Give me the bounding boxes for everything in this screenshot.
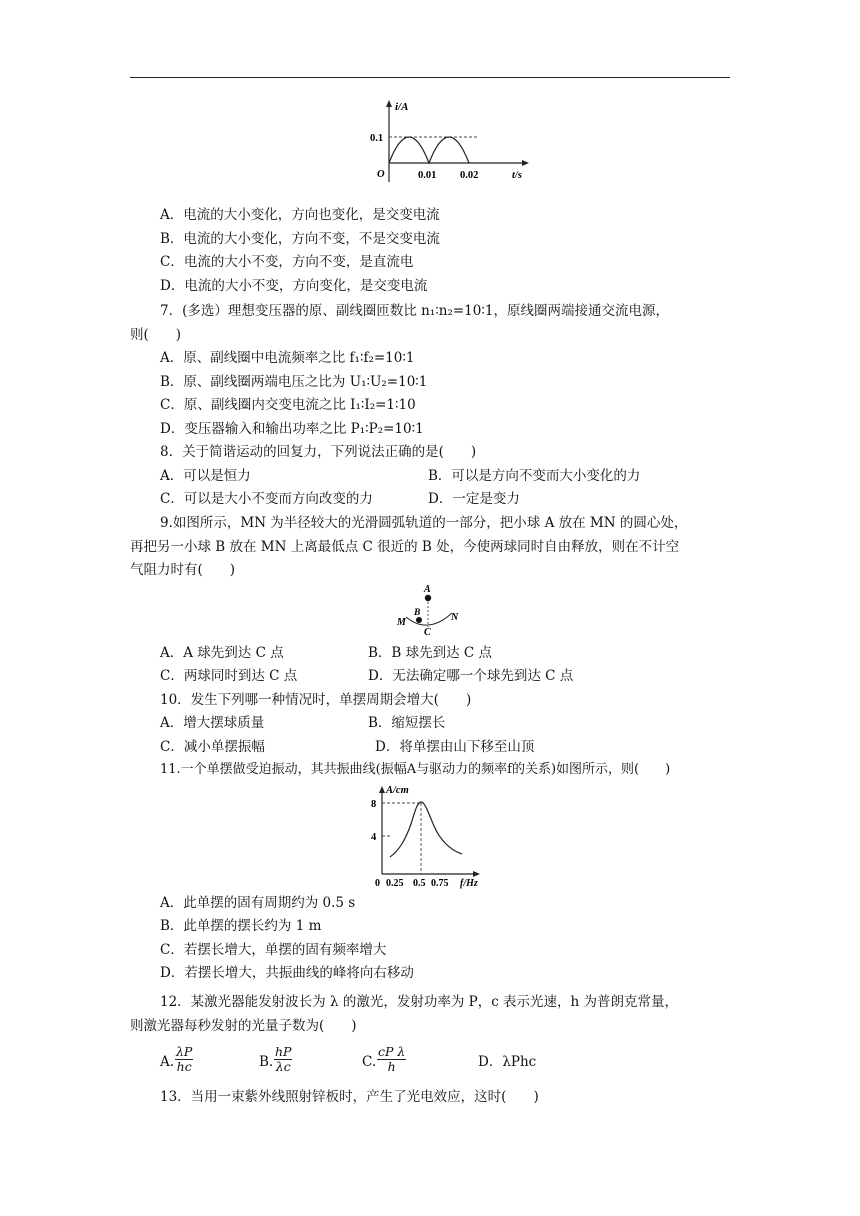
q11-option-a: A．此单摆的固有周期约为 0.5 s: [160, 895, 356, 911]
q7-stem: 7．(多选）理想变压器的原、副线圈匝数比 n₁∶n₂=10∶1，原线圈两端接通交流电源，: [160, 303, 669, 319]
fig2-label-n: N: [451, 612, 459, 623]
q11-option-b: B．此单摆的摆长约为 1 m: [160, 918, 322, 934]
fig2-label-c: C: [424, 627, 431, 638]
q12-option-a-denominator: hc: [176, 1059, 192, 1074]
q12-option-b-prefix: B.: [259, 1054, 274, 1070]
q12-option-d: D．λPhc: [478, 1054, 537, 1070]
q12-option-a-fraction: [175, 1045, 193, 1074]
q7-option-b: B．原、副线圈两端电压之比为 U₁∶U₂=10∶1: [160, 374, 428, 390]
q10-option-c: C．减小单摆振幅: [160, 739, 265, 755]
q11-option-c: C．若摆长增大，单摆的固有频率增大: [160, 942, 387, 958]
q8-option-d: D．一定是变力: [428, 491, 520, 507]
q10-option-d: D．将单摆由山下移至山顶: [375, 739, 535, 755]
graph3-y4: 4: [371, 832, 377, 843]
q10-stem: 10．发生下列哪一种情况时，单摆周期会增大( ): [160, 692, 472, 708]
q12-stem: 12．某激光器能发射波长为 λ 的激光，发射功率为 P，c 表示光速，h 为普朗克常量，: [160, 994, 679, 1010]
graph1-xtick2: 0.02: [460, 170, 479, 181]
q9-stem-cont1: 再把另一小球 B 放在 MN 上离最低点 C 很近的 B 处，今使两球同时自由释放，则在不计空: [130, 539, 680, 555]
q12-option-c-fraction: [377, 1045, 406, 1074]
arc-track-diagram: [392, 583, 472, 641]
q12-option-a-numerator: λP: [176, 1044, 193, 1059]
resonance-curve-graph: [366, 780, 490, 890]
fig2-label-m: M: [397, 617, 406, 628]
graph1-ytick: 0.1: [370, 133, 384, 144]
q13-stem: 13．当用一束紫外线照射锌板时，产生了光电效应，这时( ): [160, 1089, 539, 1105]
q7-option-a: A．原、副线圈中电流频率之比 f₁∶f₂=10∶1: [160, 350, 415, 366]
q12-option-c-numerator: cP λ: [378, 1044, 406, 1059]
q6-option-a: A．电流的大小变化，方向也变化，是交变电流: [160, 207, 440, 223]
graph3-y8: 8: [371, 799, 377, 810]
q12-option-c-prefix: C.: [362, 1054, 377, 1070]
q7-option-c: C．原、副线圈内交变电流之比 I₁∶I₂=1∶10: [160, 397, 416, 413]
graph1-xtick1: 0.01: [418, 170, 437, 181]
graph3-x025: 0.25: [386, 878, 404, 889]
q7-option-d: D．变压器输入和输出功率之比 P₁∶P₂=10∶1: [160, 421, 424, 437]
q8-stem: 8．关于简谐运动的回复力，下列说法正确的是( ): [160, 444, 477, 460]
q9-stem-cont2: 气阻力时有( ): [130, 562, 236, 578]
graph3-x075: 0.75: [431, 878, 449, 889]
q12-stem-cont: 则激光器每秒发射的光量子数为( ): [130, 1018, 357, 1034]
graph3-x0: 0: [375, 878, 380, 889]
q8-option-c: C．可以是大小不变而方向改变的力: [160, 491, 373, 507]
graph3-xlabel: f/Hz: [460, 878, 478, 889]
q7-stem-cont: 则( ): [130, 327, 182, 343]
q11-option-d: D．若摆长增大，共振曲线的峰将向右移动: [160, 965, 414, 981]
graph1-origin: O: [377, 169, 385, 180]
q9-option-b: B．B 球先到达 C 点: [368, 645, 493, 661]
graph1-ylabel: i/A: [395, 101, 409, 113]
q8-option-a: A．可以是恒力: [160, 468, 251, 484]
q12-option-c-denominator: h: [387, 1059, 396, 1074]
q6-option-d: D．电流的大小不变，方向变化，是交变电流: [160, 278, 428, 294]
fig2-label-a: A: [424, 584, 431, 595]
graph3-ylabel: A/cm: [386, 785, 409, 796]
graph1-xlabel: t/s: [512, 170, 522, 181]
q6-option-c: C．电流的大小不变，方向不变，是直流电: [160, 254, 414, 270]
q9-option-d: D．无法确定哪一个球先到达 C 点: [368, 668, 574, 684]
current-time-graph: [360, 96, 535, 188]
q12-option-b-numerator: hP: [275, 1044, 292, 1059]
q8-option-b: B．可以是方向不变而大小变化的力: [428, 468, 641, 484]
q10-option-b: B．缩短摆长: [368, 715, 446, 731]
q9-option-c: C．两球同时到达 C 点: [160, 668, 298, 684]
q12-option-b-denominator: λc: [275, 1059, 291, 1074]
q12-option-a-prefix: A.: [160, 1054, 175, 1070]
q10-option-a: A．增大摆球质量: [160, 715, 265, 731]
q9-option-a: A．A 球先到达 C 点: [160, 645, 284, 661]
q6-option-b: B．电流的大小变化，方向不变，不是交变电流: [160, 231, 440, 247]
header-rule: [130, 77, 730, 78]
q9-stem: 9.如图所示，MN 为半径较大的光滑圆弧轨道的一部分，把小球 A 放在 MN 的圆心处，: [160, 515, 688, 531]
fig2-label-b: B: [414, 608, 421, 618]
q12-option-b-fraction: [274, 1045, 292, 1074]
graph3-x05: 0.5: [413, 878, 426, 889]
q11-stem: 11.一个单摆做受迫振动，其共振曲线(振幅A与驱动力的频率f的关系)如图所示，则( ): [160, 762, 671, 777]
